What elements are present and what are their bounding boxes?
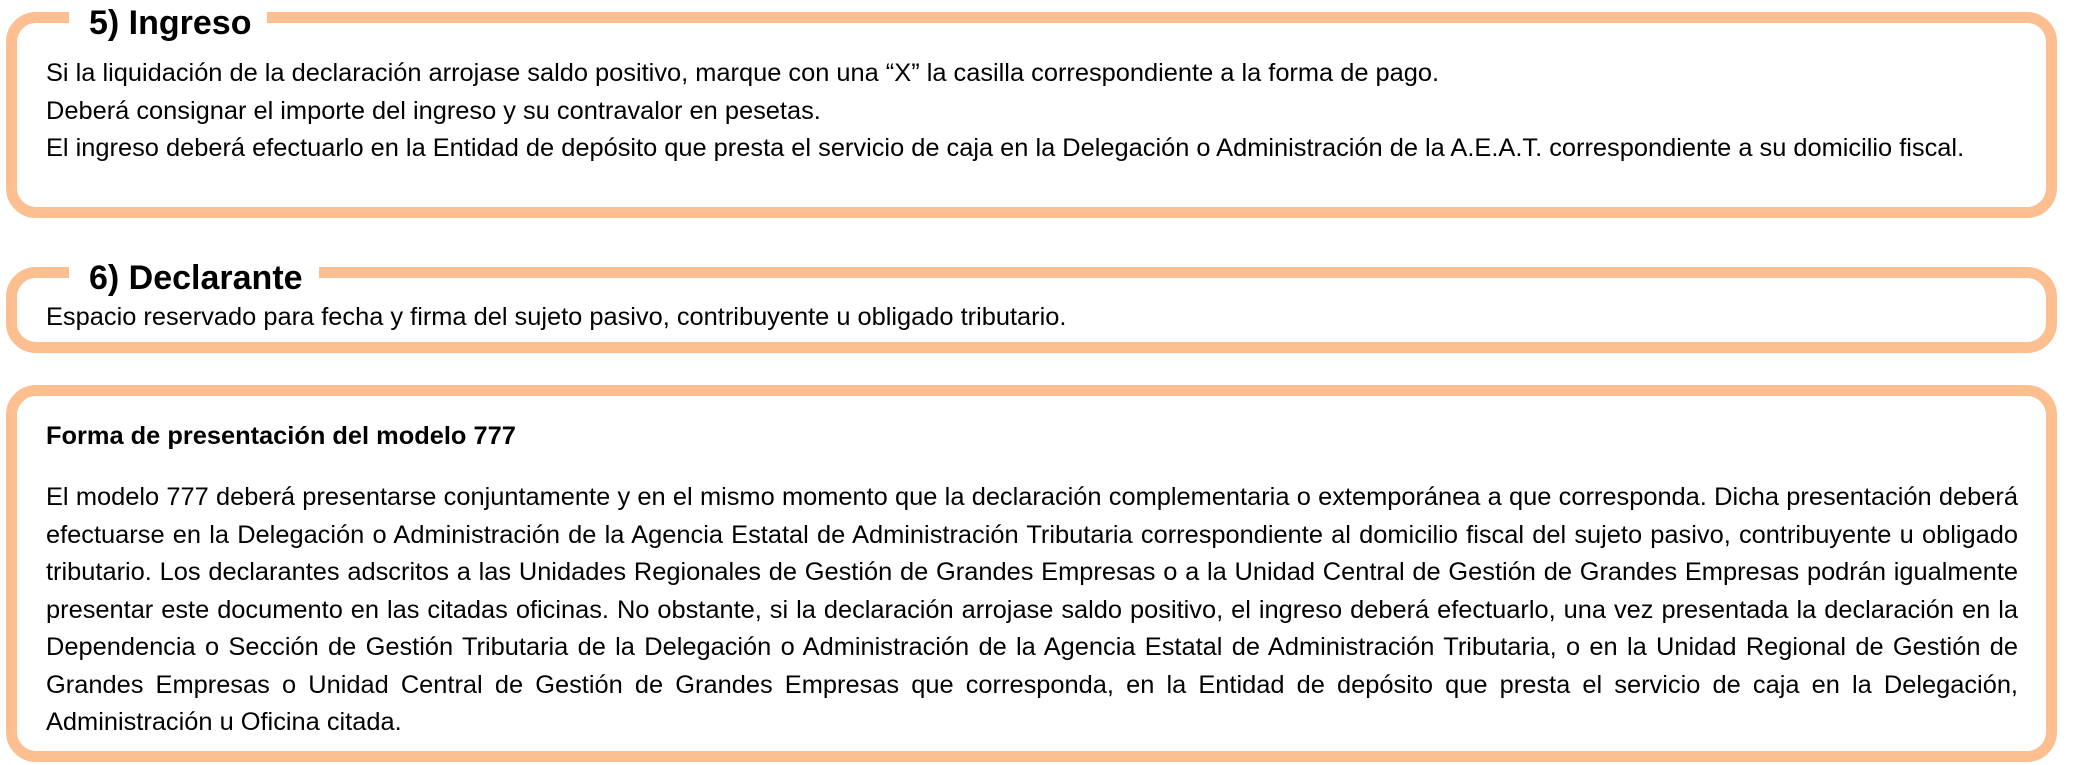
ingreso-text xyxy=(46,55,2018,168)
ingreso-line-2: Deberá consignar el importe del ingreso y su contravalor en pesetas. xyxy=(46,96,821,125)
ingreso-title: 5) Ingreso xyxy=(69,6,267,40)
declarante-text: Espacio reservado para fecha y firma del sujeto pasivo, contribuyente u obligado tributario. xyxy=(46,303,1067,331)
forma-presentacion-heading: Forma de presentación del modelo 777 xyxy=(46,422,516,450)
declarante-title: 6) Declarante xyxy=(69,261,319,295)
ingreso-line-3: El ingreso deberá efectuarlo en la Entidad de depósito que presta el servicio de caja en la Delegación o Administración de la A.E.A.T. correspondiente a su domicilio fiscal. xyxy=(46,134,1965,162)
ingreso-section xyxy=(6,4,2057,218)
forma-presentacion-section xyxy=(6,385,2057,762)
ingreso-line-1: Si la liquidación de la declaración arrojase saldo positivo, marque con una “X” la casilla correspondiente a la forma de pago. xyxy=(46,59,1440,87)
declarante-section xyxy=(6,259,2057,353)
forma-presentacion-body: El modelo 777 deberá presentarse conjuntamente y en el mismo momento que la declaración complementaria o extemporánea a que corresponda. Dicha presentación deberá efectuarse en la Delegación o Administración de la Agencia Estatal de Administración Tributaria correspondiente al domicilio fiscal del sujeto pasivo, contribuyente u obligado tributario. Los declarantes adscritos a las Unidades Regionales de Gestión de Grandes Empresas o a la Unidad Central de Gestión de Grandes Empresas podrán igualmente presentar este documento en las citadas oficinas. No obstante, si la declaración arrojase saldo positivo, el ingreso deberá efectuarlo, una vez presentada la declaración en la Dependencia o Sección de Gestión Tributaria de la Delegación o Administración de la Agencia Estatal de Administración Tributaria, o en la Unidad Regional de Gestión de Grandes Empresas o Unidad Central de Gestión de Grandes Empresas que corresponda, en la Entidad de depósito que presta el servicio de caja en la Delegación, Administración u Oficina citada. xyxy=(46,483,2018,736)
